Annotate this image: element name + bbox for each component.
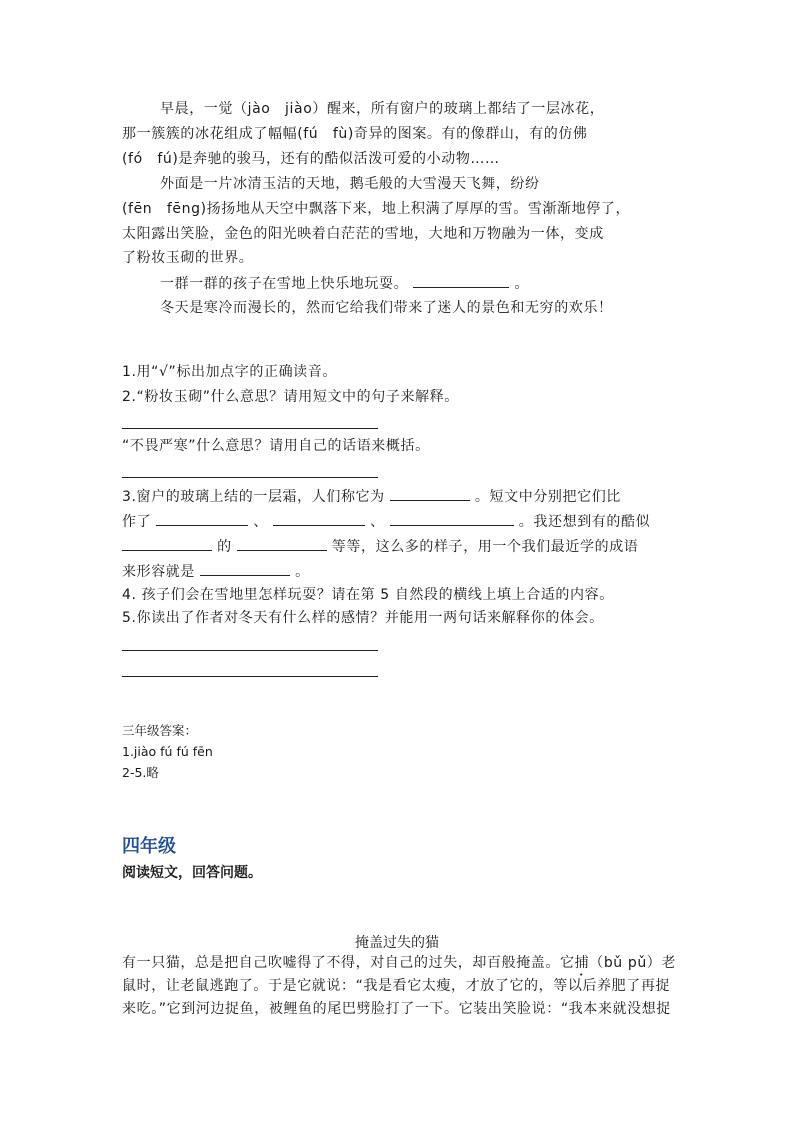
passage-title: 掩盖过失的猫: [355, 935, 439, 951]
answer-blank-resemble-1[interactable]: [122, 536, 212, 551]
question-3-separator-1: 、: [253, 514, 268, 530]
answers-heading: 三年级答案：: [122, 723, 198, 738]
question-3-text-h: 。: [295, 564, 310, 580]
answer-blank-play[interactable]: [413, 273, 509, 288]
answer-blank-idiom[interactable]: [200, 561, 290, 576]
question-1: 1.用“√”标出加点字的正确读音。: [122, 364, 337, 380]
answer-blank-resemble-2[interactable]: [237, 536, 327, 551]
answer-blank-compare-1[interactable]: [156, 511, 248, 526]
answer-2-5: 2-5.略: [122, 765, 159, 780]
answer-line-q5-2[interactable]: [122, 676, 378, 677]
grade-4-heading: 四年级: [122, 836, 176, 857]
answer-line-q5-1[interactable]: [122, 650, 378, 651]
question-5: 5.你读出了作者对冬天有什么样的感情？并能用一两句话来解释你的体会。: [122, 610, 604, 626]
passage-4-line-1-text: 有一只猫，总是把自己吹嘘得了不得，对自己的过失，却百般掩盖。它: [122, 955, 575, 971]
passage-4-line-1-pinyin: （bǔ pǔ）老: [589, 955, 676, 971]
question-3-text-f: 等等，这么多的样子，用一个我们最近学的成语: [331, 539, 639, 555]
question-3-line-1: [122, 486, 621, 507]
answer-1: 1.jiào fú fú fēn: [122, 744, 213, 759]
answer-line-q2[interactable]: [122, 428, 378, 429]
question-3-text-e: 的: [217, 539, 232, 555]
question-3-line-3: [122, 536, 638, 557]
question-3-text-d: 。我还想到有的酷似: [518, 514, 651, 530]
paragraph-2-line-1: 外面是一片冰清玉洁的天地，鹅毛般的大雪漫天飞舞，纷纷: [160, 176, 540, 192]
paragraph-1-line-3: (fó fú)是奔驰的骏马，还有的酷似活泼可爱的小动物……: [122, 151, 500, 167]
answer-line-q2b[interactable]: [122, 477, 378, 478]
question-3-text-a: 3.窗户的玻璃上结的一层霜，人们称它为: [122, 489, 385, 505]
question-2b: “不畏严寒”什么意思？请用自己的话语来概括。: [122, 438, 430, 454]
paragraph-2-line-2: (fēn fēng)扬扬地从天空中飘落下来，地上积满了厚厚的雪。雪渐渐地停了，: [122, 201, 631, 217]
answer-blank-compare-2[interactable]: [273, 511, 365, 526]
paragraph-3-text: 一群一群的孩子在雪地上快乐地玩耍。: [160, 276, 409, 292]
answer-blank-frost-name[interactable]: [390, 486, 470, 501]
question-3-line-2: [122, 511, 650, 532]
passage-4-line-3: 来吃。”它到河边捉鱼，被鲤鱼的尾巴劈脸打了一下。它装出笑脸说：“我本来就没想捉: [122, 1001, 671, 1017]
dotted-character: 捕: [574, 955, 590, 971]
paragraph-2-line-4: 了粉妆玉砌的世界。: [122, 250, 254, 266]
paragraph-2-line-3: 太阳露出笑脸，金色的阳光映着白茫茫的雪地，大地和万物融为一体，变成: [122, 226, 604, 242]
paragraph-3: [160, 273, 529, 294]
paragraph-1-line-1: 早晨，一觉（jào jiào）醒来，所有窗户的玻璃上都结了一层冰花，: [160, 101, 605, 117]
question-3-text-g: 来形容就是: [122, 564, 195, 580]
grade-4-instruction: 阅读短文，回答问题。: [122, 865, 262, 881]
answer-blank-compare-3[interactable]: [390, 511, 514, 526]
paragraph-3-end: 。: [514, 276, 529, 292]
paragraph-1-line-2: 那一簇簇的冰花组成了幅幅(fú fù)奇异的图案。有的像群山，有的仿佛: [122, 126, 588, 142]
question-3-text-b: 。短文中分别把它们比: [474, 489, 621, 505]
question-2: 2.“粉妆玉砌”什么意思？请用短文中的句子来解释。: [122, 389, 459, 405]
question-3-line-4: [122, 561, 310, 582]
paragraph-4: 冬天是寒冷而漫长的，然而它给我们带来了迷人的景色和无穷的欢乐！: [160, 300, 613, 316]
question-3-separator-2: 、: [370, 514, 385, 530]
question-3-text-c: 作了: [122, 514, 152, 530]
passage-4-line-2: 鼠时，让老鼠逃跑了。于是它就说：“我是看它太瘦，才放了它的，等以后养肥了再捉: [122, 978, 671, 994]
question-4: 4. 孩子们会在雪地里怎样玩耍？请在第 5 自然段的横线上填上合适的内容。: [122, 587, 614, 603]
